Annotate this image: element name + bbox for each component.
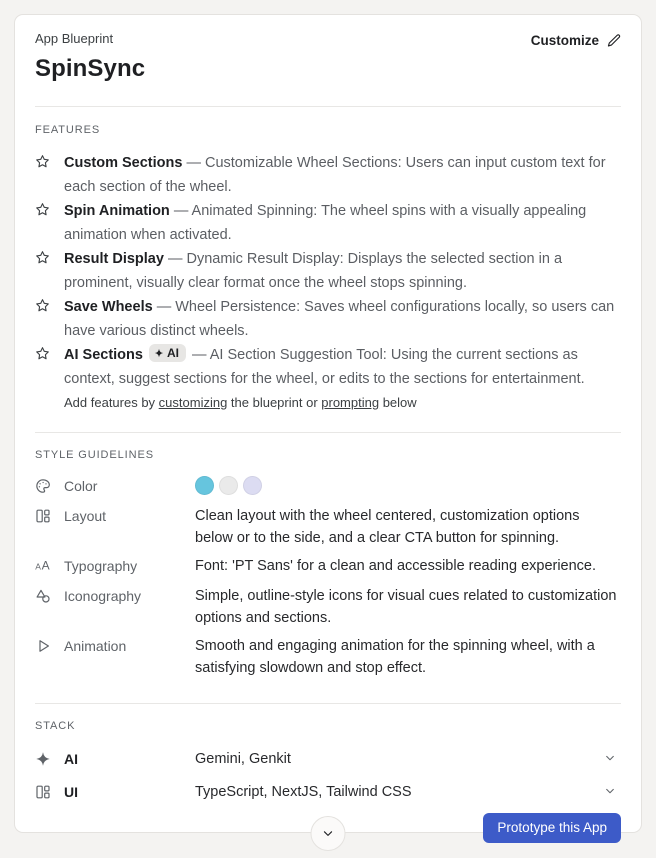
palette-icon <box>35 478 51 494</box>
style-row-value: Smooth and engaging animation for the spinning wheel, with a satisfying slowdown and stop effect. <box>195 638 595 676</box>
pencil-icon <box>606 33 621 48</box>
feature-star <box>35 343 64 366</box>
app-title: SpinSync <box>35 55 146 82</box>
card-header <box>35 31 621 84</box>
layout-icon <box>35 508 51 524</box>
divider <box>35 432 621 433</box>
chevron-down-icon <box>603 751 617 765</box>
stack-row-label: AI <box>64 751 78 767</box>
customizing-link[interactable]: customizing <box>158 395 228 410</box>
ai-badge <box>149 344 186 362</box>
style-row-layout <box>35 506 621 549</box>
shapes-icon <box>35 588 51 604</box>
customize-button[interactable] <box>531 31 621 50</box>
app-blueprint-card <box>14 14 642 833</box>
color-swatches <box>195 476 621 495</box>
ai-badge-label: AI <box>167 346 179 360</box>
color-swatch <box>195 476 214 495</box>
star-icon <box>35 346 50 361</box>
stack-heading: STACK <box>35 720 76 732</box>
feature-item <box>35 295 621 343</box>
feature-text: Save Wheels — Wheel Persistence: Saves wheel configurations locally, so users can have various distinct wheels. <box>64 299 615 339</box>
style-guidelines-heading: STYLE GUIDELINES <box>35 449 154 461</box>
style-row-animation <box>35 636 621 679</box>
feature-name: Save Wheels <box>64 299 153 315</box>
typography-icon <box>35 558 51 574</box>
style-row-iconography <box>35 586 621 629</box>
feature-name: Spin Animation <box>64 203 170 219</box>
feature-text: Spin Animation — Animated Spinning: The wheel spins with a visually appealing animation when activated. <box>64 203 587 243</box>
blueprint-eyebrow: App Blueprint <box>35 31 114 46</box>
style-row-label: Color <box>64 478 98 494</box>
style-guidelines-list <box>35 476 621 686</box>
style-row-value: Simple, outline-style icons for visual cues related to customization options and sections. <box>195 588 617 626</box>
style-row-label: Typography <box>64 558 138 574</box>
feature-star <box>35 247 64 270</box>
divider <box>35 106 621 107</box>
style-row-color <box>35 476 621 499</box>
style-row-value <box>195 476 621 495</box>
style-row-typography <box>35 556 621 579</box>
feature-text: Result Display — Dynamic Result Display: Displays the selected section in a prominent, visually clear format once the wheel stops spinning. <box>64 251 563 291</box>
star-icon <box>35 154 50 169</box>
feature-star <box>35 151 64 174</box>
svg-text:A: A <box>35 561 41 572</box>
feature-item <box>35 199 621 247</box>
feature-item <box>35 343 621 391</box>
stack-row-value: TypeScript, NextJS, Tailwind CSS <box>195 784 412 800</box>
chevron-down-icon <box>321 826 336 841</box>
feature-item <box>35 151 621 199</box>
stack-row-label: UI <box>64 784 78 800</box>
color-swatch <box>243 476 262 495</box>
stack-list <box>35 747 621 813</box>
feature-star <box>35 295 64 318</box>
feature-text: AI Sections AI — AI Section Suggestion Tool: Using the current sections as context, suggest sections for the wheel, or edits to the sections for entertainment. <box>64 346 585 387</box>
prototype-app-button[interactable]: Prototype this App <box>483 813 621 843</box>
stack-row-ui[interactable] <box>35 780 621 807</box>
star-icon <box>35 250 50 265</box>
feature-item <box>35 247 621 295</box>
layout-icon <box>35 784 51 800</box>
color-swatch <box>219 476 238 495</box>
divider <box>35 703 621 704</box>
sparkle-icon <box>154 348 164 358</box>
stack-row-ai[interactable] <box>35 747 621 774</box>
feature-star <box>35 199 64 222</box>
feature-name: AI Sections <box>64 347 143 363</box>
style-row-label: Animation <box>64 638 127 654</box>
feature-text: Custom Sections — Customizable Wheel Sections: Users can input custom text for each section of the wheel. <box>64 155 606 195</box>
svg-text:A: A <box>41 558 50 573</box>
sparkle-icon <box>35 751 51 767</box>
features-heading: FEATURES <box>35 124 101 136</box>
stack-row-value: Gemini, Genkit <box>195 751 291 767</box>
features-note: Add features by customizing the blueprint or prompting below <box>64 395 417 410</box>
feature-name: Custom Sections <box>64 155 183 171</box>
style-row-label: Layout <box>64 508 107 524</box>
feature-name: Result Display <box>64 251 164 267</box>
star-icon <box>35 202 50 217</box>
style-row-label: Iconography <box>64 588 142 604</box>
prompting-link[interactable]: prompting <box>321 395 380 410</box>
style-row-value: Clean layout with the wheel centered, customization options below or to the side, and a clear CTA button for spinning. <box>195 508 580 546</box>
star-icon <box>35 298 50 313</box>
customize-label: Customize <box>530 33 599 48</box>
chevron-down-icon <box>603 784 617 798</box>
features-list <box>35 151 621 391</box>
collapse-panel-button[interactable] <box>311 816 346 851</box>
play-icon <box>35 638 51 654</box>
style-row-value: Font: 'PT Sans' for a clean and accessible reading experience. <box>195 558 597 574</box>
